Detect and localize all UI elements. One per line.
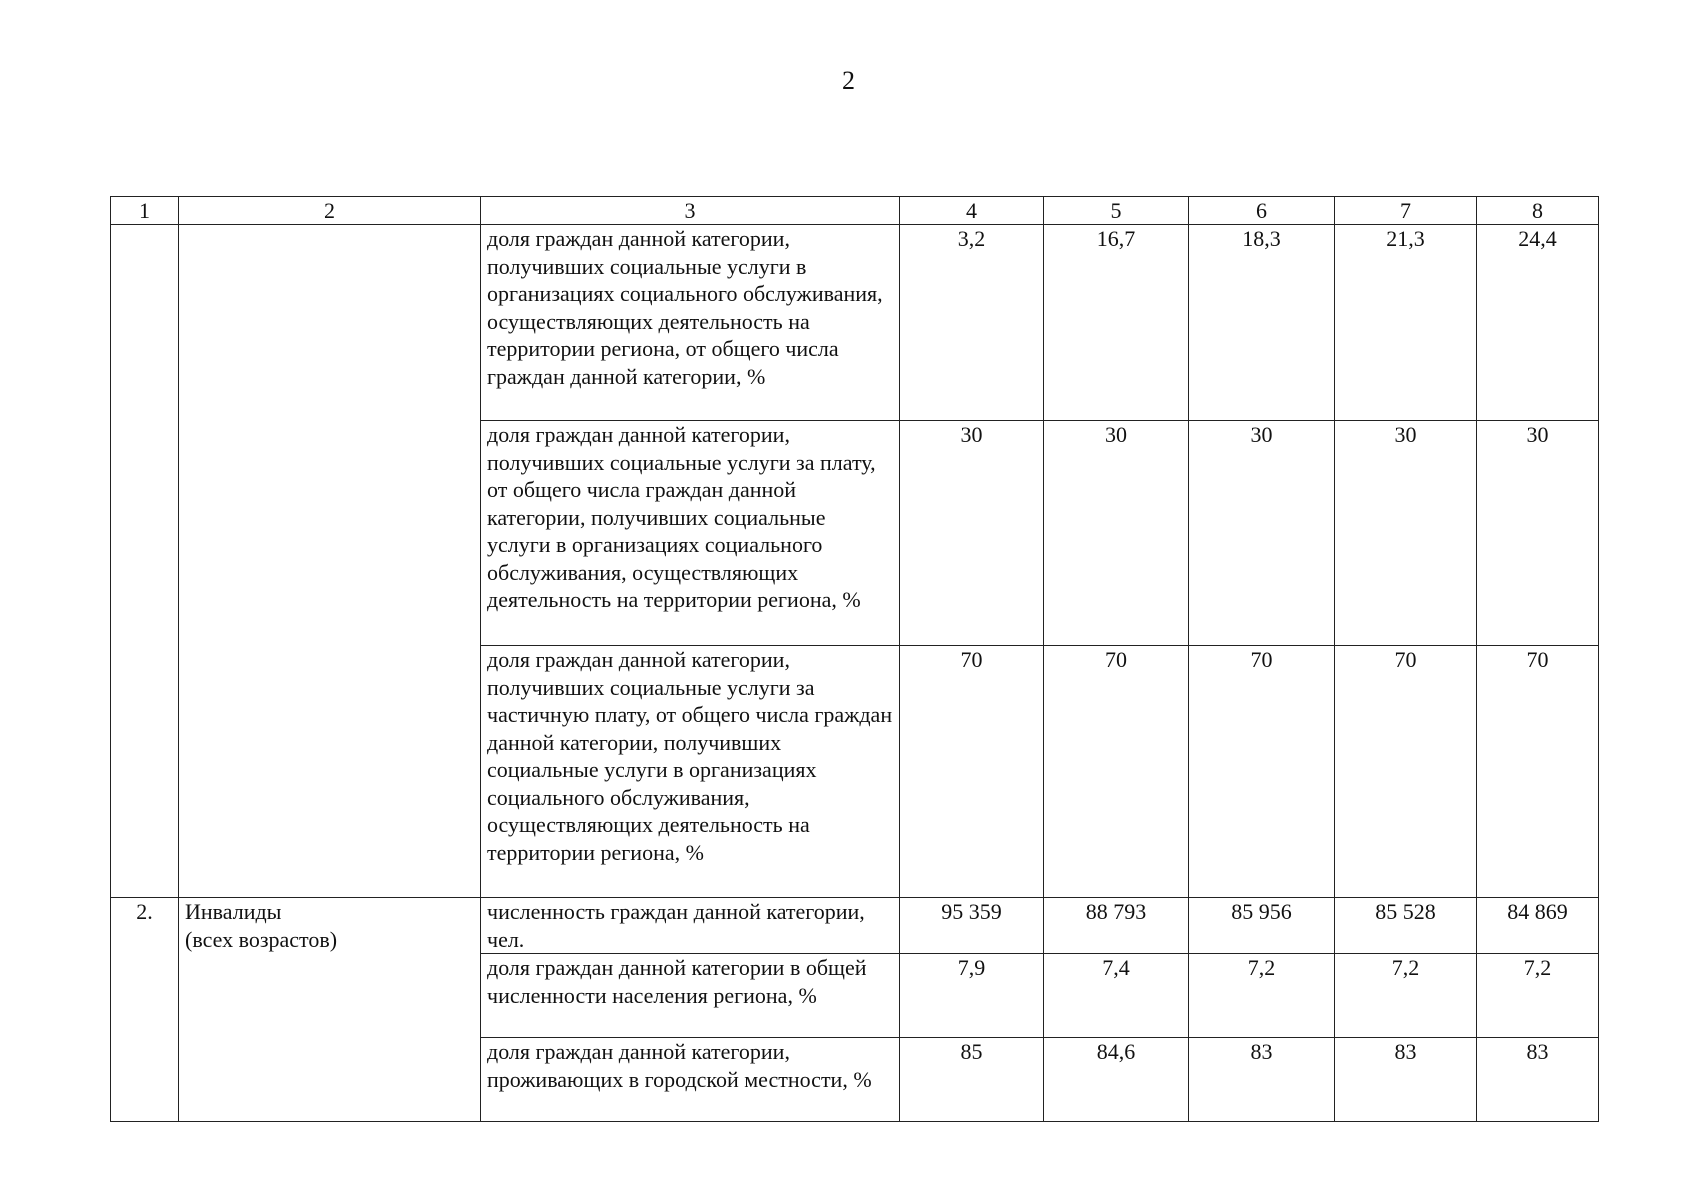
row-number-cell bbox=[111, 225, 179, 898]
value-cell: 30 bbox=[1335, 421, 1477, 646]
value-cell: 95 359 bbox=[900, 898, 1044, 954]
value-cell: 7,2 bbox=[1335, 954, 1477, 1038]
category-cell bbox=[179, 898, 481, 1122]
category-qualifier: (всех возрастов) bbox=[185, 926, 338, 952]
header-cell: 1 bbox=[111, 197, 179, 225]
value-cell: 18,3 bbox=[1189, 225, 1335, 421]
indicator-cell: доля граждан данной категории, проживающих в городской местности, % bbox=[481, 1038, 900, 1122]
value-cell: 16,7 bbox=[1044, 225, 1189, 421]
header-cell: 3 bbox=[481, 197, 900, 225]
value-cell: 24,4 bbox=[1477, 225, 1599, 421]
value-cell: 30 bbox=[1044, 421, 1189, 646]
value-cell: 7,2 bbox=[1189, 954, 1335, 1038]
value-cell: 21,3 bbox=[1335, 225, 1477, 421]
value-cell: 70 bbox=[1335, 646, 1477, 898]
indicator-cell: доля граждан данной категории, получивших социальные услуги за частичную плату, от общего числа граждан данной категории, получивших социальные услуги в организациях социального обслуживания, осуществляющих деятельность на территории региона, % bbox=[481, 646, 900, 898]
header-cell: 7 bbox=[1335, 197, 1477, 225]
value-cell: 7,9 bbox=[900, 954, 1044, 1038]
value-cell: 70 bbox=[900, 646, 1044, 898]
value-cell: 85 528 bbox=[1335, 898, 1477, 954]
table-row bbox=[111, 225, 1599, 421]
value-cell: 88 793 bbox=[1044, 898, 1189, 954]
value-cell: 3,2 bbox=[900, 225, 1044, 421]
indicator-cell: доля граждан данной категории, получивших социальные услуги в организациях социального обслуживания, осуществляющих деятельность на территории региона, от общего числа граждан данной категории, % bbox=[481, 225, 900, 421]
indicator-cell: доля граждан данной категории, получивших социальные услуги за плату, от общего числа граждан данной категории, получивших социальные услуги в организациях социального обслуживания, осуществляющих деятельность на территории региона, % bbox=[481, 421, 900, 646]
value-cell: 70 bbox=[1477, 646, 1599, 898]
header-cell: 6 bbox=[1189, 197, 1335, 225]
header-cell: 5 bbox=[1044, 197, 1189, 225]
page-number: 2 bbox=[842, 66, 855, 95]
header-cell: 8 bbox=[1477, 197, 1599, 225]
value-cell: 83 bbox=[1477, 1038, 1599, 1122]
value-cell: 30 bbox=[900, 421, 1044, 646]
value-cell: 70 bbox=[1044, 646, 1189, 898]
header-cell: 2 bbox=[179, 197, 481, 225]
indicators-table bbox=[110, 196, 1599, 1122]
table-row bbox=[111, 898, 1599, 954]
column-number-row bbox=[111, 197, 1599, 225]
indicator-cell: доля граждан данной категории в общей численности населения региона, % bbox=[481, 954, 900, 1038]
value-cell: 83 bbox=[1189, 1038, 1335, 1122]
category-name: Инвалиды bbox=[185, 899, 282, 924]
value-cell: 84 869 bbox=[1477, 898, 1599, 954]
indicator-cell: численность граждан данной категории, чел. bbox=[481, 898, 900, 954]
value-cell: 7,2 bbox=[1477, 954, 1599, 1038]
category-cell bbox=[179, 225, 481, 898]
value-cell: 83 bbox=[1335, 1038, 1477, 1122]
value-cell: 7,4 bbox=[1044, 954, 1189, 1038]
row-number-cell: 2. bbox=[111, 898, 179, 1122]
header-cell: 4 bbox=[900, 197, 1044, 225]
value-cell: 30 bbox=[1189, 421, 1335, 646]
value-cell: 84,6 bbox=[1044, 1038, 1189, 1122]
value-cell: 85 bbox=[900, 1038, 1044, 1122]
value-cell: 70 bbox=[1189, 646, 1335, 898]
value-cell: 30 bbox=[1477, 421, 1599, 646]
value-cell: 85 956 bbox=[1189, 898, 1335, 954]
